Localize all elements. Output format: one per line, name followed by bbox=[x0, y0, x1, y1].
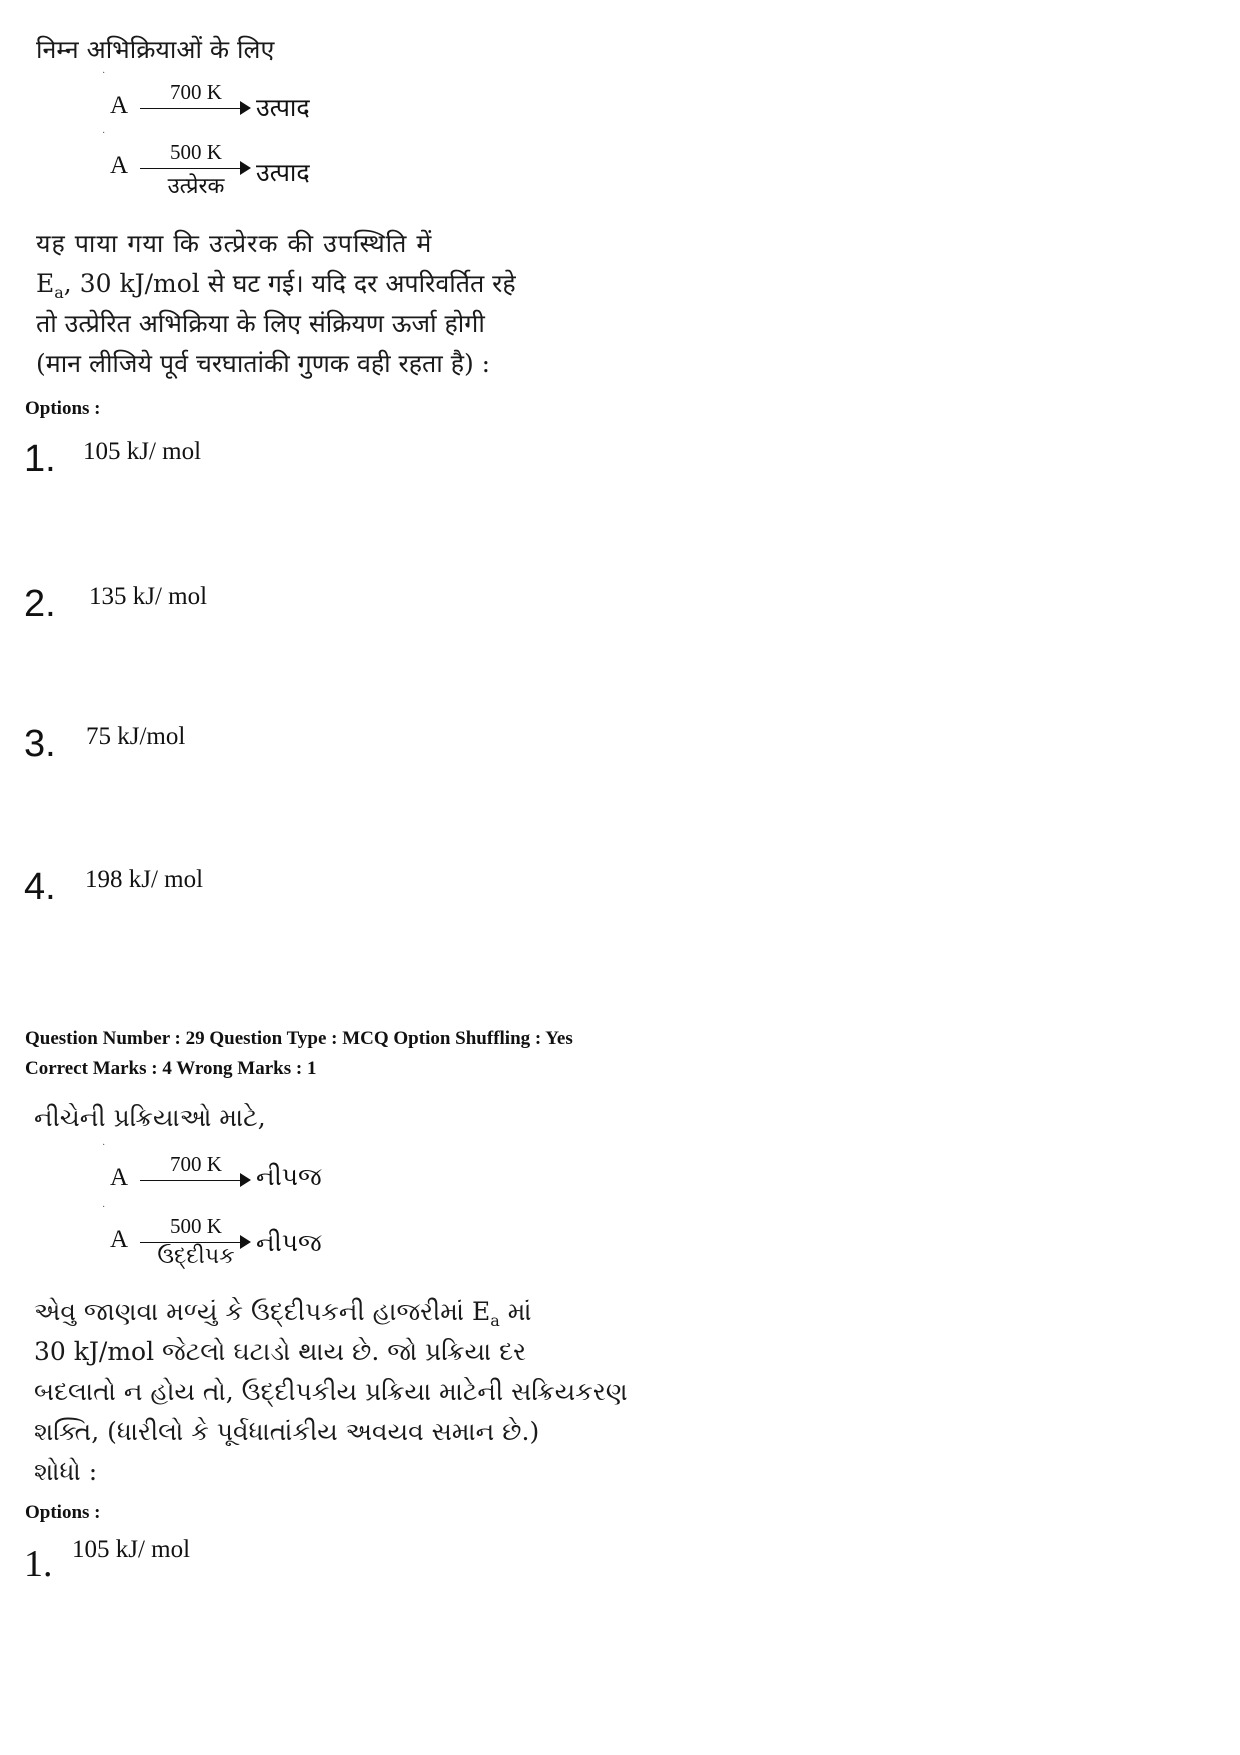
condition-temperature: 700 K bbox=[170, 80, 222, 104]
q1-reaction-1 bbox=[102, 68, 350, 140]
condition-temperature: 500 K bbox=[170, 1214, 222, 1238]
q2-meta-line-1: Question Number : 29 Question Type : MCQ Option Shuffling : Yes bbox=[25, 1028, 573, 1049]
reactant: A bbox=[110, 152, 129, 179]
condition-catalyst: ઉદ્દીપક bbox=[157, 1244, 235, 1269]
energy-subscript: a bbox=[490, 1311, 500, 1330]
arrow-line bbox=[140, 1242, 244, 1243]
condition-catalyst: उत्प्रेरक bbox=[167, 174, 225, 199]
option-value: 135 kJ/ mol bbox=[89, 583, 208, 610]
q1-intro: निम्न अभिक्रियाओं के लिए bbox=[36, 35, 275, 64]
option-value: 75 kJ/mol bbox=[86, 723, 186, 750]
option-value: 105 kJ/ mol bbox=[83, 438, 202, 465]
q1-options-label: Options : bbox=[25, 398, 101, 419]
arrow-line bbox=[140, 1180, 244, 1181]
reactant: A bbox=[110, 1226, 129, 1253]
q2-reaction-1 bbox=[102, 1140, 350, 1212]
q1-body-line-4: (मान लीजिये पूर्व चरघातांकी गुणक वही रहता है) : bbox=[36, 349, 491, 378]
scan-speck-icon: · bbox=[102, 1140, 106, 1151]
scan-speck-icon: · bbox=[102, 128, 106, 139]
reaction-arrow bbox=[140, 80, 252, 140]
body-text: માં bbox=[499, 1297, 532, 1326]
energy-symbol: E bbox=[36, 269, 55, 298]
option-number: 4. bbox=[24, 866, 56, 908]
condition-temperature: 700 K bbox=[170, 1152, 222, 1176]
scan-speck-icon: · bbox=[102, 1202, 106, 1213]
q2-intro: નીચેની પ્રક્રિયાઓ માટે, bbox=[34, 1103, 266, 1132]
option-value: 198 kJ/ mol bbox=[85, 866, 204, 893]
arrow-head-icon bbox=[240, 101, 251, 115]
product: उत्पाद bbox=[256, 93, 310, 122]
reaction-arrow bbox=[140, 1152, 252, 1212]
arrow-line bbox=[140, 108, 244, 109]
energy-subscript: a bbox=[54, 283, 64, 302]
option-number: 2. bbox=[24, 583, 56, 625]
condition-temperature: 500 K bbox=[170, 140, 222, 164]
q2-body-line-4: શક્તિ, (ધારીલો કે પૂર્વધાતાંકીય અવયવ સમાન છે.) bbox=[34, 1417, 540, 1446]
q1-body-line-1: यह पाया गया कि उत्प्रेरक की उपस्थिति में bbox=[36, 229, 433, 258]
option-number: 3. bbox=[24, 723, 56, 765]
product: उत्पाद bbox=[256, 158, 310, 187]
reactant: A bbox=[110, 1164, 129, 1191]
arrow-head-icon bbox=[240, 1173, 251, 1187]
reaction-arrow bbox=[140, 140, 252, 200]
q1-reaction-2 bbox=[102, 128, 350, 210]
body-text: , 30 kJ/mol से घट गई। यदि दर अपरिवर्तित रहे bbox=[63, 269, 516, 298]
body-text: એવુ જાણવા મળ્યું કે ઉદ્દીપકની હાજરીમાં E bbox=[34, 1297, 491, 1326]
reactant: A bbox=[110, 92, 129, 119]
q2-meta-line-2: Correct Marks : 4 Wrong Marks : 1 bbox=[25, 1058, 317, 1079]
q2-body-line-3: બદલાતો ન હોય તો, ઉદ્દીપકીય પ્રક્રિયા માટેની સક્રિયકરણ bbox=[34, 1377, 628, 1406]
q2-reaction-2 bbox=[102, 1202, 350, 1284]
product: નીપજ bbox=[256, 1228, 322, 1257]
arrow-line bbox=[140, 168, 244, 169]
reaction-arrow bbox=[140, 1214, 252, 1274]
product: નીપજ bbox=[256, 1162, 322, 1191]
scan-speck-icon: · bbox=[102, 68, 106, 79]
option-value: 105 kJ/ mol bbox=[72, 1536, 191, 1563]
option-number: 1. bbox=[24, 1543, 53, 1585]
q2-options-label: Options : bbox=[25, 1502, 101, 1523]
option-number: 1. bbox=[24, 438, 56, 480]
q2-body-line-5: શોધો : bbox=[34, 1457, 98, 1486]
q1-body-line-3: तो उत्प्रेरित अभिक्रिया के लिए संक्रियण ऊर्जा होगी bbox=[36, 309, 485, 338]
q2-body-line-2: 30 kJ/mol જેટલો ઘટાડો થાય છે. જો પ્રક્રિયા દર bbox=[34, 1337, 527, 1366]
